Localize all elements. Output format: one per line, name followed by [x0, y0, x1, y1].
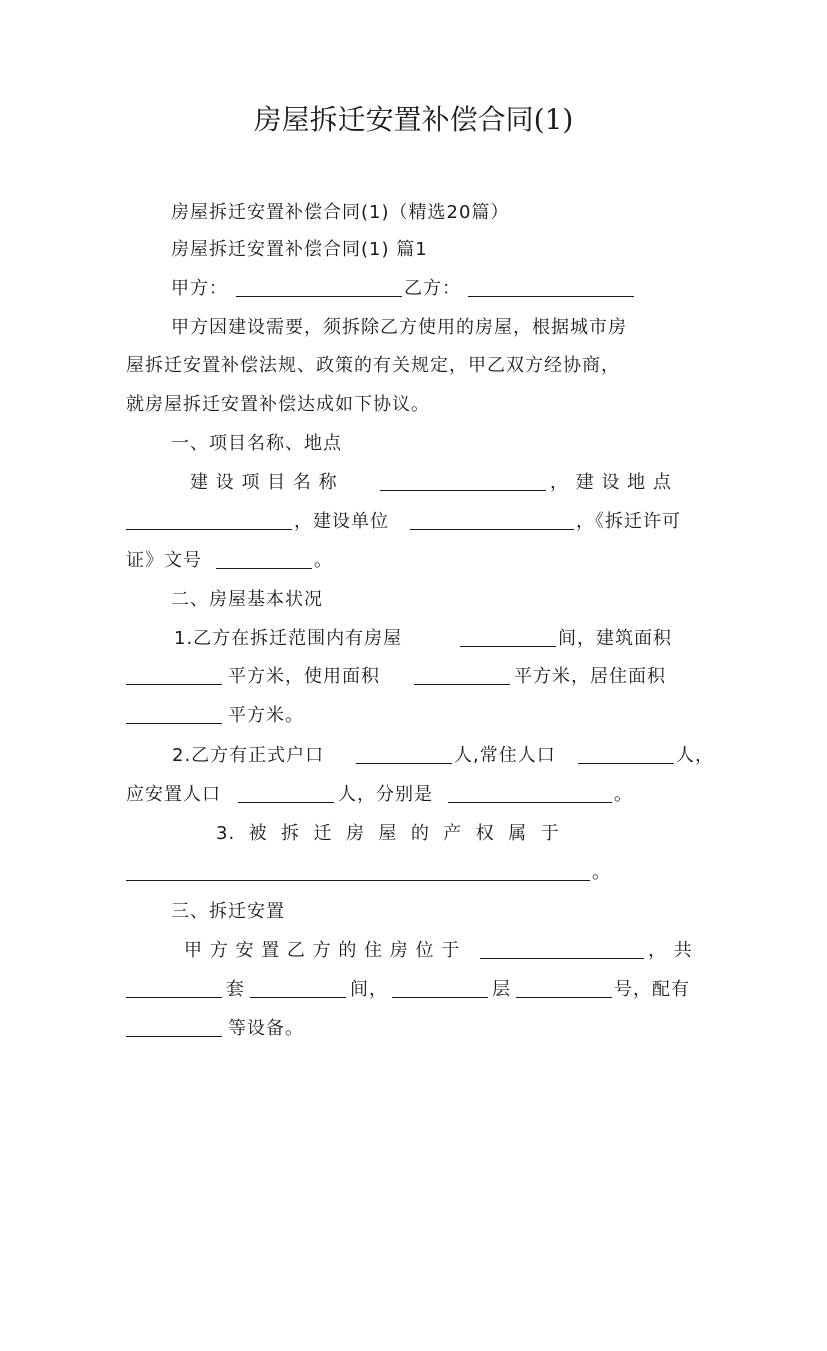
- text-line: [0, 620, 827, 658]
- section-heading: 二、房屋基本状况: [171, 589, 323, 610]
- text-line: [0, 309, 827, 347]
- resettle-count-blank[interactable]: [238, 776, 334, 814]
- paragraph-text: 间，: [350, 979, 388, 1000]
- usable-area-blank[interactable]: [414, 658, 510, 696]
- text-line: [0, 347, 827, 385]
- paragraph-text: 。: [614, 784, 633, 805]
- floor-area-blank[interactable]: [126, 658, 222, 696]
- resettle-names-blank[interactable]: [448, 776, 612, 814]
- text-line: [0, 658, 827, 696]
- rooms-blank[interactable]: [460, 620, 556, 658]
- paragraph-text: 2.乙方有正式户口: [172, 745, 325, 766]
- text-line: [0, 776, 827, 814]
- paragraph-text: 号，配有: [614, 979, 690, 1000]
- party-b-blank[interactable]: [468, 270, 634, 308]
- document-title: 房屋拆迁安置补偿合同(1): [253, 103, 574, 136]
- permit-number-blank[interactable]: [216, 542, 312, 580]
- paragraph-text: 间，建筑面积: [558, 628, 672, 649]
- paragraph-text: 1.乙方在拆迁范围内有房屋: [174, 628, 403, 649]
- paragraph-text: 平方米。: [228, 705, 304, 726]
- paragraph-text: 层: [492, 979, 511, 1000]
- paragraph-text: ， 共: [648, 940, 693, 961]
- text-line: [0, 231, 827, 269]
- paragraph-text: 就房屋拆迁安置补偿达成如下协议。: [126, 394, 430, 415]
- paragraph-text: 人,常住人口: [454, 745, 556, 766]
- text-line: [0, 971, 827, 1009]
- paragraph-text: ，《拆迁许可: [576, 511, 681, 532]
- paragraph-text: 平方米，居住面积: [514, 666, 666, 687]
- party-a-label: 甲方：: [171, 278, 228, 299]
- text-line: [0, 697, 827, 735]
- text-line: [0, 425, 827, 463]
- paragraph-text: 屋拆迁安置补偿法规、政策的有关规定，甲乙双方经协商，: [126, 355, 620, 376]
- paragraph-text: 应安置人口: [126, 784, 221, 805]
- paragraph-text: 3. 被 拆 迁 房 屋 的 产 权 属 于: [216, 823, 560, 844]
- text-line: [0, 893, 827, 931]
- rooms-count-blank[interactable]: [250, 971, 346, 1009]
- paragraph-text: 平方米，使用面积: [228, 666, 380, 687]
- text-line: [0, 932, 827, 970]
- party-b-label: 乙方：: [404, 278, 461, 299]
- text-line: [0, 464, 827, 502]
- text-line: [0, 854, 827, 892]
- text-line: [0, 815, 827, 853]
- paragraph-text: ， 建 设 地 点: [550, 472, 672, 493]
- section-heading: 一、项目名称、地点: [171, 433, 342, 454]
- text-line: [0, 737, 827, 775]
- project-name-blank[interactable]: [380, 464, 546, 502]
- paragraph-text: 套: [226, 979, 245, 1000]
- builder-blank[interactable]: [410, 503, 574, 541]
- party-a-blank[interactable]: [236, 270, 402, 308]
- property-owner-blank[interactable]: [126, 854, 590, 892]
- number-blank[interactable]: [516, 971, 612, 1009]
- paragraph-text: 建 设 项 目 名 称: [190, 472, 338, 493]
- section-heading: 三、拆迁安置: [171, 901, 285, 922]
- subtitle: 房屋拆迁安置补偿合同(1)（精选20篇）: [171, 202, 510, 223]
- text-line: [0, 503, 827, 541]
- equipment-blank[interactable]: [126, 1010, 222, 1048]
- paragraph-text: 等设备。: [228, 1018, 304, 1039]
- paragraph-text: 甲方因建设需要，须拆除乙方使用的房屋，根据城市房: [171, 317, 627, 338]
- paragraph-text: 证》文号: [126, 550, 202, 571]
- registered-residents-blank[interactable]: [356, 737, 452, 775]
- paragraph-text: 人，: [676, 745, 714, 766]
- floor-blank[interactable]: [392, 971, 488, 1009]
- section-heading: 房屋拆迁安置补偿合同(1) 篇1: [171, 239, 428, 260]
- paragraph-text: 甲 方 安 置 乙 方 的 住 房 位 于: [184, 940, 461, 961]
- project-location-blank[interactable]: [126, 503, 292, 541]
- text-line: [0, 1010, 827, 1048]
- living-area-blank[interactable]: [126, 697, 222, 735]
- text-line: [0, 581, 827, 619]
- text-line: [0, 542, 827, 580]
- paragraph-text: 。: [592, 862, 611, 883]
- text-line: [0, 194, 827, 232]
- housing-location-blank[interactable]: [480, 932, 644, 970]
- text-line: [0, 386, 827, 424]
- units-blank[interactable]: [126, 971, 222, 1009]
- permanent-residents-blank[interactable]: [578, 737, 674, 775]
- paragraph-text: 。: [314, 550, 333, 571]
- text-line: [0, 270, 827, 308]
- paragraph-text: 人，分别是: [338, 784, 433, 805]
- paragraph-text: ，建设单位: [294, 511, 389, 532]
